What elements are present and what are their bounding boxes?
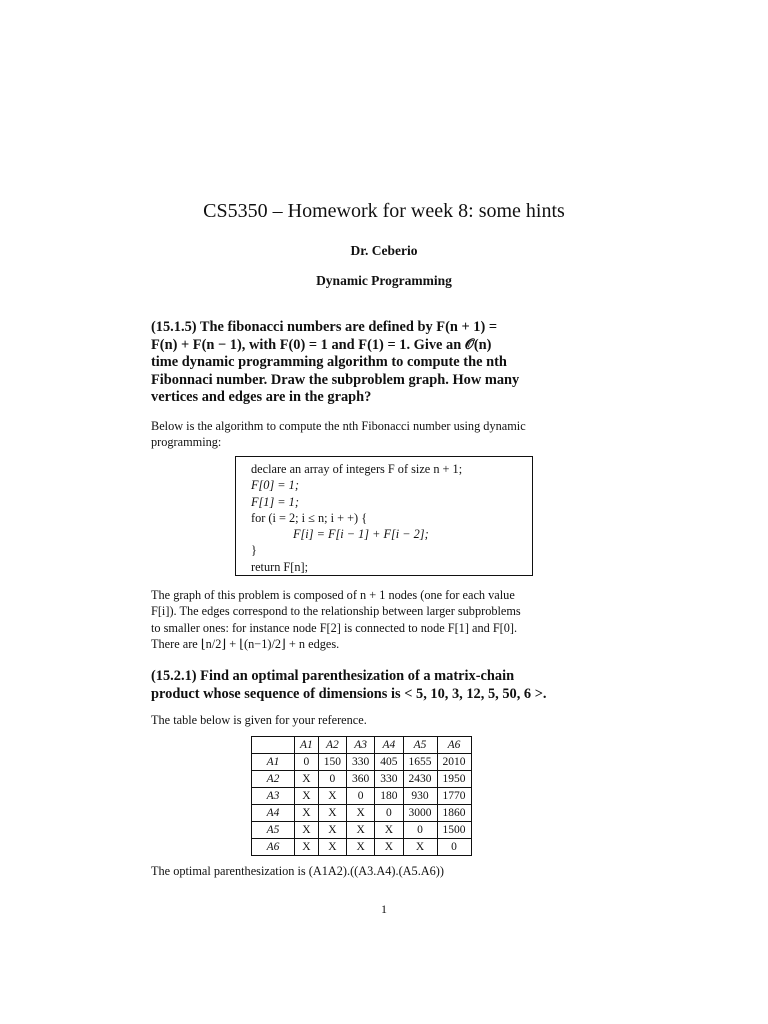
optimal-parenthesization: The optimal parenthesization is (A1A2).((A3.A4).(A5.A6)) xyxy=(151,864,444,878)
table-cell: 180 xyxy=(375,788,403,805)
row-header: A5 xyxy=(252,822,295,839)
row-header: A2 xyxy=(252,771,295,788)
table-cell: X xyxy=(347,822,375,839)
table-cell: 0 xyxy=(347,788,375,805)
table-row xyxy=(252,771,472,788)
table-cell: 2430 xyxy=(403,771,437,788)
matrix-chain-cost-table xyxy=(251,736,472,856)
table-cell: 1655 xyxy=(403,754,437,771)
row-header: A1 xyxy=(252,754,295,771)
algorithm-code-box xyxy=(235,456,533,576)
table-cell: 1770 xyxy=(437,788,471,805)
column-header: A1 xyxy=(295,737,319,754)
problem1-line: (15.1.5) The fibonacci numbers are defined by F(n + 1) = xyxy=(151,319,498,335)
intro-line: Below is the algorithm to compute the nth Fibonacci number using dynamic xyxy=(151,419,526,433)
table-cell: 330 xyxy=(347,754,375,771)
table-cell: 2010 xyxy=(437,754,471,771)
problem1-line: Fibonnaci number. Draw the subproblem graph. How many xyxy=(151,371,520,388)
table-header-row xyxy=(252,737,472,754)
code-line: F[1] = 1; xyxy=(251,494,299,509)
table-cell: X xyxy=(318,822,346,839)
table-cell: X xyxy=(375,822,403,839)
problem1-line: time dynamic programming algorithm to compute the nth xyxy=(151,354,507,370)
table-cell: 0 xyxy=(437,839,471,856)
column-header: A5 xyxy=(403,737,437,754)
row-header: A3 xyxy=(252,788,295,805)
table-cell: 930 xyxy=(403,788,437,805)
table-cell: 0 xyxy=(318,771,346,788)
column-header: A3 xyxy=(347,737,375,754)
code-line: declare an array of integers F of size n + 1; xyxy=(251,462,463,476)
table-cell: 330 xyxy=(375,771,403,788)
problem1-line: vertices and edges are in the graph? xyxy=(151,389,372,405)
table-corner-cell xyxy=(252,737,295,754)
table-cell: X xyxy=(295,839,319,856)
table-cell: 1950 xyxy=(437,771,471,788)
page-number: 1 xyxy=(381,902,387,916)
table-intro: The table below is given for your reference. xyxy=(151,713,367,727)
table-cell: X xyxy=(347,805,375,822)
table-cell: X xyxy=(375,839,403,856)
column-header: A6 xyxy=(437,737,471,754)
table-row xyxy=(252,754,472,771)
table-cell: 150 xyxy=(318,754,346,771)
code-line: F[i] = F[i − 1] + F[i − 2]; xyxy=(293,527,429,542)
section-subtitle: Dynamic Programming xyxy=(316,273,452,288)
table-cell: X xyxy=(347,839,375,856)
table-cell: 1860 xyxy=(437,805,471,822)
table-row xyxy=(252,839,472,856)
code-line: F[0] = 1; xyxy=(251,478,299,493)
intro-line: programming: xyxy=(151,435,222,450)
column-header: A2 xyxy=(318,737,346,754)
table-cell: 1500 xyxy=(437,822,471,839)
graph-line: F[i]). The edges correspond to the relationship between larger subproblems xyxy=(151,604,521,619)
problem-15-2-1 xyxy=(151,668,617,703)
table-cell: 0 xyxy=(403,822,437,839)
table-row xyxy=(252,788,472,805)
code-line: } xyxy=(251,543,257,558)
graph-line: The graph of this problem is composed of n + 1 nodes (one for each value xyxy=(151,588,515,602)
table-cell: X xyxy=(295,805,319,822)
document-title: CS5350 – Homework for week 8: some hints xyxy=(203,200,565,222)
code-line: return F[n]; xyxy=(251,559,309,574)
table-cell: X xyxy=(295,788,319,805)
graph-line: to smaller ones: for instance node F[2] is connected to node F[1] and F[0]. xyxy=(151,620,518,635)
table-cell: X xyxy=(318,788,346,805)
table-cell: 360 xyxy=(347,771,375,788)
problem-15-1-5 xyxy=(151,319,617,407)
row-header: A6 xyxy=(252,839,295,856)
code-line: for (i = 2; i ≤ n; i + +) { xyxy=(251,510,368,525)
row-header: A4 xyxy=(252,805,295,822)
table-cell: X xyxy=(403,839,437,856)
graph-line: There are ⌊n/2⌋ + ⌊(n−1)/2⌋ + n edges. xyxy=(151,637,340,652)
algorithm-intro xyxy=(151,418,617,451)
table-cell: X xyxy=(295,822,319,839)
problem2-line: product whose sequence of dimensions is < 5, 10, 3, 12, 5, 50, 6 >. xyxy=(151,685,547,702)
table-cell: 405 xyxy=(375,754,403,771)
table-cell: 0 xyxy=(295,754,319,771)
table-cell: X xyxy=(318,839,346,856)
problem1-line: F(n) + F(n − 1), with F(0) = 1 and F(1) = 1. Give an 𝒪(n) xyxy=(151,336,492,353)
table-cell: X xyxy=(318,805,346,822)
author-name: Dr. Ceberio xyxy=(350,243,418,258)
table-row xyxy=(252,822,472,839)
table-cell: 3000 xyxy=(403,805,437,822)
table-cell: X xyxy=(295,771,319,788)
column-header: A4 xyxy=(375,737,403,754)
graph-explanation xyxy=(151,587,617,653)
problem2-line: (15.2.1) Find an optimal parenthesization of a matrix-chain xyxy=(151,668,515,684)
table-cell: 0 xyxy=(375,805,403,822)
table-row xyxy=(252,805,472,822)
